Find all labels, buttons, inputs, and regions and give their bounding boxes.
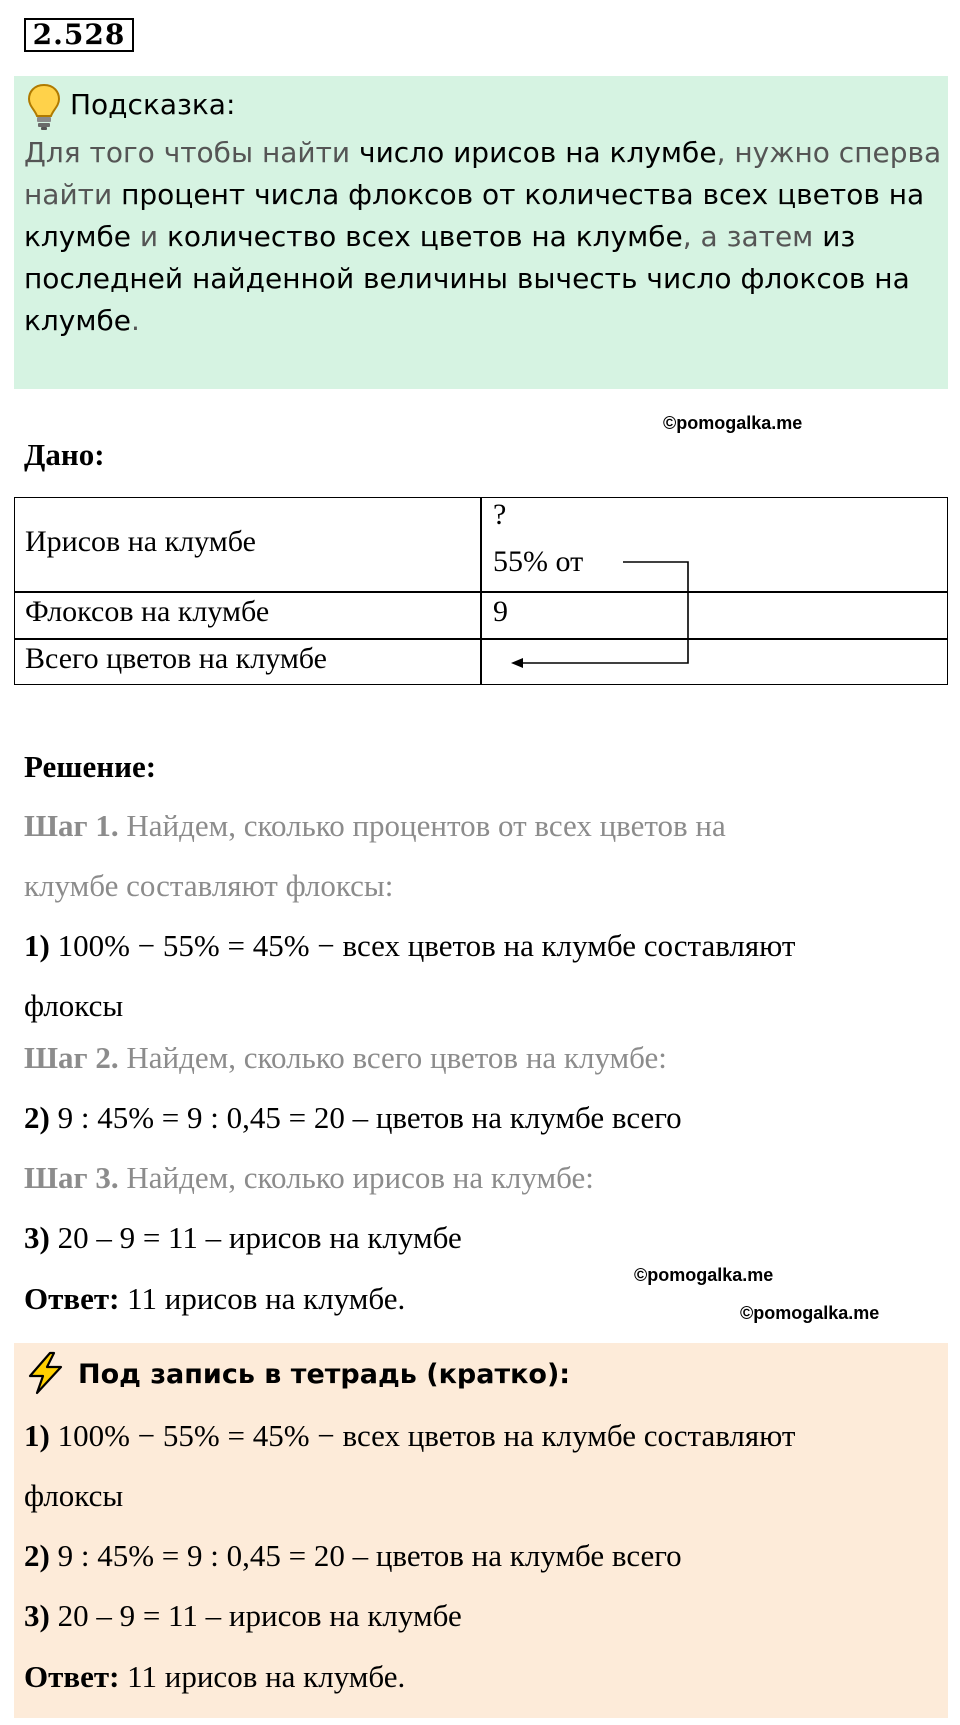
hint-title: Подсказка: <box>70 88 236 121</box>
watermark: ©pomogalka.me <box>634 1265 774 1285</box>
lightning-icon <box>24 1351 68 1395</box>
solution-heading: Решение: <box>24 749 157 784</box>
nb-answer-label: Ответ: <box>24 1659 120 1694</box>
solution-line-1 <box>24 928 795 964</box>
notebook-box <box>14 1343 948 1718</box>
problem-number: 2.528 <box>24 18 134 52</box>
watermark: ©pomogalka.me <box>663 413 803 433</box>
solution-line-3 <box>24 1220 462 1256</box>
notebook-line-2 <box>24 1538 682 1574</box>
nb-line-2-num: 2) <box>24 1538 50 1573</box>
reference-arrow <box>15 498 949 686</box>
solution-answer <box>24 1281 405 1317</box>
notebook-line-1-cont: флоксы <box>24 1478 124 1513</box>
hint-segment-bold: из последней найденной величины вычесть число флоксов на клумбе <box>24 220 910 337</box>
nb-line-2-text: 9 : 45% = 9 : 0,45 = 20 – цветов на клумбе всего <box>49 1538 682 1573</box>
nb-line-1-text: 100% − 55% = 45% − всех цветов на клумбе составляют <box>49 1418 796 1453</box>
nb-line-3-text: 20 – 9 = 11 – ирисов на клумбе <box>49 1598 462 1633</box>
step-1-label: Шаг 1. <box>24 808 119 843</box>
row-value-irises-q: ? <box>493 498 507 531</box>
hint-box <box>14 76 948 389</box>
row-label-total: Всего цветов на клумбе <box>25 642 327 675</box>
hint-segment: . <box>131 304 140 337</box>
lightbulb-icon <box>26 82 62 132</box>
step-1 <box>24 808 726 844</box>
hint-segment: , нужно сперва найти <box>24 136 942 211</box>
row-value-irises-pct: 55% от <box>493 545 584 578</box>
line-3-text: 20 – 9 = 11 – ирисов на клумбе <box>49 1220 462 1255</box>
answer-label: Ответ: <box>24 1281 120 1316</box>
hint-text <box>24 132 944 342</box>
notebook-line-3 <box>24 1598 462 1634</box>
row-label-irises: Ирисов на клумбе <box>25 525 256 558</box>
hint-segment-bold: число ирисов на клумбе <box>359 136 717 169</box>
hint-segment: и <box>131 220 167 253</box>
solution-line-2 <box>24 1100 682 1136</box>
row-label-phlox: Флоксов на клумбе <box>25 595 270 628</box>
nb-line-3-num: 3) <box>24 1598 50 1633</box>
answer-text: 11 ирисов на клумбе. <box>119 1281 406 1316</box>
hint-segment: Для того чтобы найти <box>24 136 360 169</box>
solution-line-1-cont: флоксы <box>24 988 124 1023</box>
hint-segment-bold: количество всех цветов на клумбе <box>167 220 683 253</box>
hint-segment: , а затем <box>682 220 823 253</box>
line-1-num: 1) <box>24 928 50 963</box>
arrow-head-icon <box>511 658 523 668</box>
step-1-cont: клумбе составляют флоксы: <box>24 868 394 903</box>
row-value-phlox: 9 <box>493 595 508 628</box>
notebook-answer <box>24 1659 405 1695</box>
notebook-title: Под запись в тетрадь (кратко): <box>78 1359 571 1390</box>
given-table <box>14 497 948 685</box>
step-1-text: Найдем, сколько процентов от всех цветов на <box>118 808 726 843</box>
step-2 <box>24 1040 667 1076</box>
line-3-num: 3) <box>24 1220 50 1255</box>
nb-line-1-num: 1) <box>24 1418 50 1453</box>
line-2-num: 2) <box>24 1100 50 1135</box>
given-heading: Дано: <box>24 437 105 472</box>
step-3-label: Шаг 3. <box>24 1160 119 1195</box>
watermark: ©pomogalka.me <box>740 1303 880 1323</box>
step-2-label: Шаг 2. <box>24 1040 119 1075</box>
step-2-text: Найдем, сколько всего цветов на клумбе: <box>118 1040 667 1075</box>
hint-segment-bold: процент числа флоксов от количества всех цветов на клумбе <box>24 178 925 253</box>
line-2-text: 9 : 45% = 9 : 0,45 = 20 – цветов на клумбе всего <box>49 1100 682 1135</box>
step-3-text: Найдем, сколько ирисов на клумбе: <box>118 1160 594 1195</box>
notebook-line-1 <box>24 1418 795 1454</box>
line-1-text: 100% − 55% = 45% − всех цветов на клумбе составляют <box>49 928 796 963</box>
step-3 <box>24 1160 594 1196</box>
nb-answer-text: 11 ирисов на клумбе. <box>119 1659 406 1694</box>
